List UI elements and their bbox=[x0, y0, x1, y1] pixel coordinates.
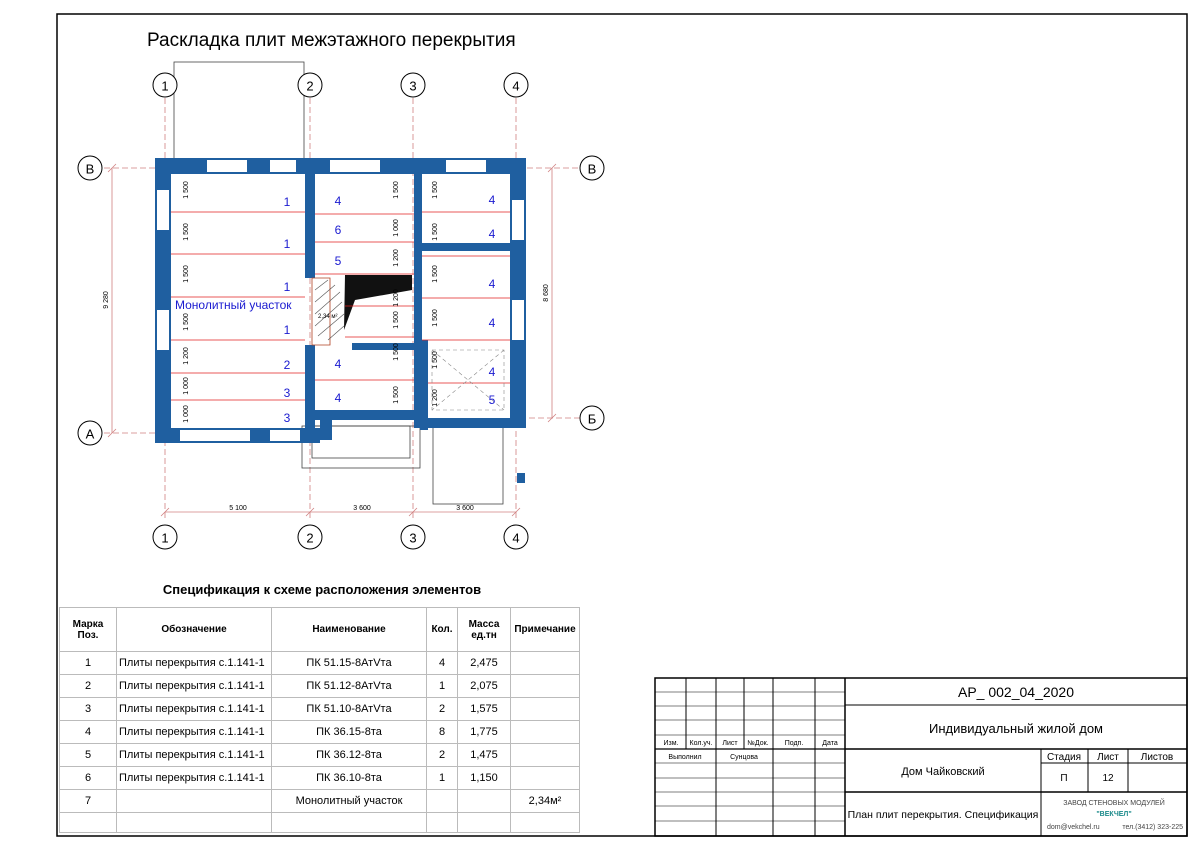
slab-number: 1 bbox=[283, 323, 291, 337]
axis-label: 1 bbox=[161, 530, 169, 546]
svg-text:Изм.: Изм. bbox=[663, 740, 679, 747]
table-row bbox=[60, 652, 580, 675]
axis-label: 1 bbox=[161, 78, 169, 94]
svg-text:1 500: 1 500 bbox=[432, 265, 439, 283]
axis-label: В bbox=[85, 161, 95, 177]
cell-pos: 6 bbox=[60, 767, 117, 790]
cell-mass: 1,775 bbox=[458, 721, 511, 744]
slab-number: 5 bbox=[488, 393, 496, 407]
slab-number: 3 bbox=[283, 386, 291, 400]
svg-text:1 500: 1 500 bbox=[432, 309, 439, 327]
cell-qty: 1 bbox=[427, 675, 458, 698]
dim-bottom: 3 600 bbox=[353, 505, 371, 512]
header-mass: Масса ед.тн bbox=[458, 608, 511, 652]
slab-number: 4 bbox=[488, 365, 496, 379]
cell-note bbox=[511, 721, 580, 744]
dim-bottom: 3 600 bbox=[456, 505, 474, 512]
stage-cells bbox=[1047, 752, 1173, 784]
cell-name: ПК 51.12-8АтVта bbox=[272, 675, 427, 698]
cell-name: ПК 36.12-8та bbox=[272, 744, 427, 767]
monolith-hatch bbox=[315, 280, 344, 340]
cell-designation bbox=[117, 790, 272, 813]
header-qty: Кол. bbox=[427, 608, 458, 652]
slab-number: 4 bbox=[334, 194, 342, 208]
svg-text:1 500: 1 500 bbox=[393, 181, 400, 199]
slab-number: 1 bbox=[283, 280, 291, 294]
axis-label: 4 bbox=[512, 78, 520, 94]
cell-qty: 2 bbox=[427, 698, 458, 721]
svg-text:1 500: 1 500 bbox=[393, 343, 400, 361]
svg-text:1 500: 1 500 bbox=[432, 181, 439, 199]
table-row bbox=[60, 767, 580, 790]
cell-qty: 4 bbox=[427, 652, 458, 675]
svg-text:Листов: Листов bbox=[1140, 752, 1174, 763]
svg-text:1 500: 1 500 bbox=[183, 265, 190, 283]
axis-label: В bbox=[587, 161, 597, 177]
slab-number: 1 bbox=[283, 237, 291, 251]
cell-qty: 1 bbox=[427, 767, 458, 790]
svg-text:№Док.: №Док. bbox=[747, 740, 769, 747]
sheet-name: План плит перекрытия. Спецификация bbox=[847, 809, 1039, 821]
slab-number: 4 bbox=[334, 391, 342, 405]
axis-label: 2 bbox=[306, 530, 314, 546]
title-block-headers bbox=[664, 740, 838, 761]
doc-code: АР_ 002_04_2020 bbox=[958, 684, 1074, 700]
slab-number: 4 bbox=[334, 357, 342, 371]
svg-text:12: 12 bbox=[1102, 773, 1114, 784]
svg-text:П: П bbox=[1060, 773, 1068, 784]
cell-pos: 5 bbox=[60, 744, 117, 767]
cell-designation: Плиты перекрытия с.1.141-1 bbox=[117, 652, 272, 675]
cell-name: ПК 51.15-8АтVта bbox=[272, 652, 427, 675]
table-row bbox=[60, 698, 580, 721]
company-name: ЗАВОД СТЕНОВЫХ МОДУЛЕЙ bbox=[1063, 800, 1165, 807]
cell-mass: 2,475 bbox=[458, 652, 511, 675]
monolith-label: Монолитный участок bbox=[175, 298, 292, 312]
table-row-empty bbox=[60, 813, 580, 833]
cell-name: Монолитный участок bbox=[272, 790, 427, 813]
spec-table bbox=[59, 607, 580, 833]
spec-header-row bbox=[60, 608, 580, 652]
cell-pos: 7 bbox=[60, 790, 117, 813]
slab-number: 4 bbox=[488, 316, 496, 330]
header-designation: Обозначение bbox=[117, 608, 272, 652]
slab-number: 5 bbox=[334, 254, 342, 268]
svg-text:Подп.: Подп. bbox=[784, 740, 804, 747]
axis-label: 2 bbox=[306, 78, 314, 94]
slab-number: 4 bbox=[488, 193, 496, 207]
dim-right: 8 680 bbox=[543, 284, 550, 302]
slab-number: 4 bbox=[488, 277, 496, 291]
svg-text:1 200: 1 200 bbox=[393, 249, 400, 267]
header-note: Примечание bbox=[511, 608, 580, 652]
monolith-area: 2,34 м² bbox=[318, 314, 338, 320]
plan-title: Раскладка плит межэтажного перекрытия bbox=[147, 30, 516, 51]
project-name: Индивидуальный жилой дом bbox=[928, 721, 1104, 736]
cell-note bbox=[511, 744, 580, 767]
cell-pos: 3 bbox=[60, 698, 117, 721]
cell-note: 2,34м² bbox=[511, 790, 580, 813]
cell-name: ПК 36.15-8та bbox=[272, 721, 427, 744]
svg-text:1 000: 1 000 bbox=[183, 377, 190, 395]
dim-left: 9 280 bbox=[103, 291, 110, 309]
company-logo: "ВЕКЧЕЛ" bbox=[1096, 811, 1132, 818]
dim-bottom: 5 100 bbox=[229, 505, 247, 512]
slab-number: 2 bbox=[283, 358, 291, 372]
cell-designation: Плиты перекрытия с.1.141-1 bbox=[117, 721, 272, 744]
cell-designation: Плиты перекрытия с.1.141-1 bbox=[117, 767, 272, 790]
table-row bbox=[60, 721, 580, 744]
spec-body bbox=[60, 652, 580, 833]
svg-text:Кол.уч.: Кол.уч. bbox=[689, 740, 713, 747]
svg-text:1 200: 1 200 bbox=[432, 389, 439, 407]
cell-note bbox=[511, 675, 580, 698]
cell-designation: Плиты перекрытия с.1.141-1 bbox=[117, 698, 272, 721]
header-mark: Марка Поз. bbox=[60, 608, 117, 652]
cell-mass: 1,150 bbox=[458, 767, 511, 790]
cell-designation: Плиты перекрытия с.1.141-1 bbox=[117, 675, 272, 698]
cell-qty: 2 bbox=[427, 744, 458, 767]
svg-text:Лист: Лист bbox=[1097, 752, 1119, 763]
cell-note bbox=[511, 698, 580, 721]
cell-pos: 2 bbox=[60, 675, 117, 698]
axis-label: А bbox=[85, 426, 95, 442]
svg-text:1 500: 1 500 bbox=[393, 311, 400, 329]
slab-numbers bbox=[284, 193, 496, 425]
cell-name: ПК 51.10-8АтVта bbox=[272, 698, 427, 721]
table-row bbox=[60, 744, 580, 767]
svg-text:Выполнил: Выполнил bbox=[668, 754, 702, 761]
cell-mass bbox=[458, 790, 511, 813]
cell-designation: Плиты перекрытия с.1.141-1 bbox=[117, 744, 272, 767]
table-row bbox=[60, 790, 580, 813]
company-email: dom@vekchel.ru bbox=[1047, 824, 1100, 831]
svg-text:Дата: Дата bbox=[822, 740, 838, 747]
svg-text:Сунцова: Сунцова bbox=[730, 754, 758, 761]
company-phone: тел.(3412) 323-225 bbox=[1122, 824, 1183, 831]
cell-mass: 1,475 bbox=[458, 744, 511, 767]
svg-text:1 500: 1 500 bbox=[183, 223, 190, 241]
monolith-zone bbox=[312, 278, 330, 345]
svg-text:1 000: 1 000 bbox=[183, 405, 190, 423]
cell-name: ПК 36.10-8та bbox=[272, 767, 427, 790]
svg-text:1 500: 1 500 bbox=[432, 223, 439, 241]
slab-number: 3 bbox=[283, 411, 291, 425]
svg-text:Стадия: Стадия bbox=[1046, 752, 1082, 763]
axis-label: 3 bbox=[409, 78, 417, 94]
stair-opening bbox=[344, 275, 412, 330]
axis-label: 4 bbox=[512, 530, 520, 546]
cell-qty: 8 bbox=[427, 721, 458, 744]
svg-text:1 500: 1 500 bbox=[432, 351, 439, 369]
svg-text:1 200: 1 200 bbox=[393, 289, 400, 307]
slab-number: 4 bbox=[488, 227, 496, 241]
slab-number: 6 bbox=[334, 223, 342, 237]
cell-pos: 4 bbox=[60, 721, 117, 744]
table-row bbox=[60, 675, 580, 698]
cell-qty bbox=[427, 790, 458, 813]
spec-title: Спецификация к схеме расположения элементов bbox=[162, 582, 482, 597]
cell-note bbox=[511, 767, 580, 790]
svg-text:1 500: 1 500 bbox=[183, 181, 190, 199]
cell-pos: 1 bbox=[60, 652, 117, 675]
svg-text:Лист: Лист bbox=[722, 740, 738, 747]
cell-mass: 2,075 bbox=[458, 675, 511, 698]
object-name: Дом Чайковский bbox=[901, 766, 985, 778]
svg-text:1 000: 1 000 bbox=[393, 219, 400, 237]
slab-number: 1 bbox=[283, 195, 291, 209]
axis-label: 3 bbox=[409, 530, 417, 546]
svg-text:1 500: 1 500 bbox=[183, 313, 190, 331]
cell-note bbox=[511, 652, 580, 675]
cell-mass: 1,575 bbox=[458, 698, 511, 721]
axis-label: Б bbox=[587, 411, 597, 427]
header-name: Наименование bbox=[272, 608, 427, 652]
svg-text:1 500: 1 500 bbox=[393, 386, 400, 404]
svg-text:1 200: 1 200 bbox=[183, 347, 190, 365]
